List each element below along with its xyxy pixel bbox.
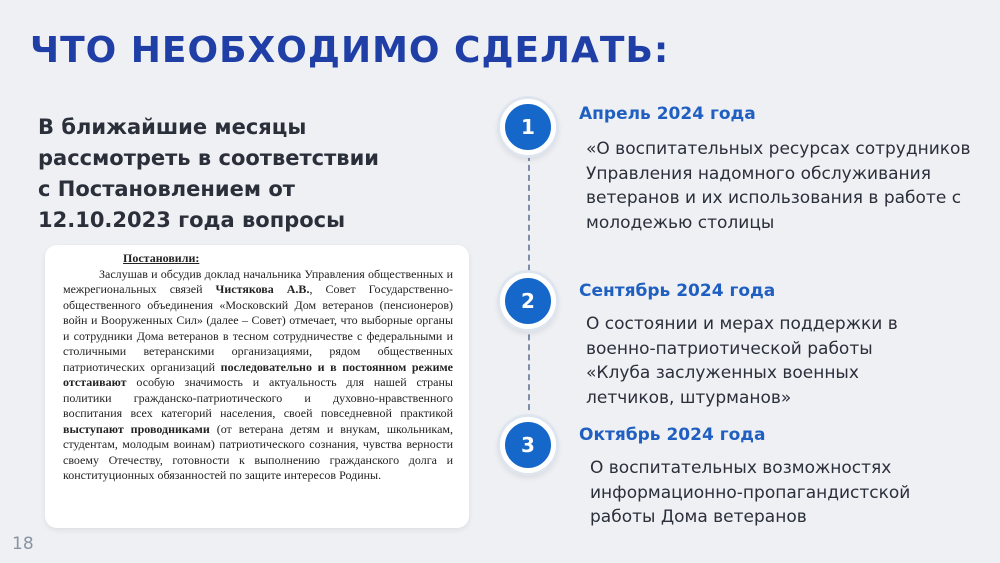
lead-line: В ближайшие месяцы [38, 115, 307, 139]
step-2-text: О состоянии и мерах поддержки в военно-патриотической работы «Клуба заслуженных военных летчиков, штурманов» [586, 314, 898, 408]
lead-text [38, 112, 448, 236]
page-number: 18 [12, 534, 34, 554]
resolution-document [45, 245, 469, 528]
document-text: Заслушав и обсудив доклад начальника Управления общественных и межрегиональных связей [63, 266, 453, 296]
document-text: особую значимость и актуальность для нашей страны политики гражданско-патриотического и духовно-нравственного воспитания всех категорий населения, своей повседневной практикой [63, 375, 453, 420]
step-1-text: «О воспитательных ресурсах сотрудников Управления надомного обслуживания ветеранов и их использования в работе с молодежью столицы [586, 139, 971, 233]
step-2-date: Сентябрь 2024 года [579, 281, 776, 301]
document-text: , Совет Государственно-общественного объединения «Московский Дом ветеранов (пенсионеров) войн и Вооруженных Сил» (далее – Совет) отмечает, что выборные органы и сотрудники Дома ветеранов в тесном сотрудничестве с федеральными и столичными ветеранскими организациями, рядом общественных патриотических организаций [63, 282, 453, 374]
lead-line: 12.10.2023 года вопросы [38, 208, 346, 232]
lead-line: рассмотреть в соответствии [38, 146, 380, 170]
document-bold-text: последовательно и в постоянном режиме отстаивают [63, 359, 453, 389]
document-text: (от ветерана детям и внукам, школьникам, студентам, молодым воинам) патриотического сознания, чувства верности своему Отечеству, готовности к выполнению гражданского долга и конституционных обязанностей по защите интересов Родины. [63, 421, 453, 482]
lead-line: с Постановлением от [38, 177, 295, 201]
document-heading: Постановили: [123, 251, 200, 265]
slide-title: ЧТО НЕОБХОДИМО СДЕЛАТЬ: [30, 30, 670, 71]
document-body [63, 267, 457, 484]
step-3-marker: 3 [500, 417, 556, 473]
step-2-marker: 2 [500, 273, 556, 329]
step-3-text: О воспитательных возможностях информационно-пропагандистской работы Дома ветеранов [590, 458, 911, 527]
step-1-date: Апрель 2024 года [579, 104, 756, 124]
step-1-marker: 1 [500, 99, 556, 155]
step-3-date: Октябрь 2024 года [579, 425, 766, 445]
document-bold-text: Чистякова А.В. [215, 282, 310, 296]
document-bold-text: выступают проводниками [63, 421, 210, 436]
